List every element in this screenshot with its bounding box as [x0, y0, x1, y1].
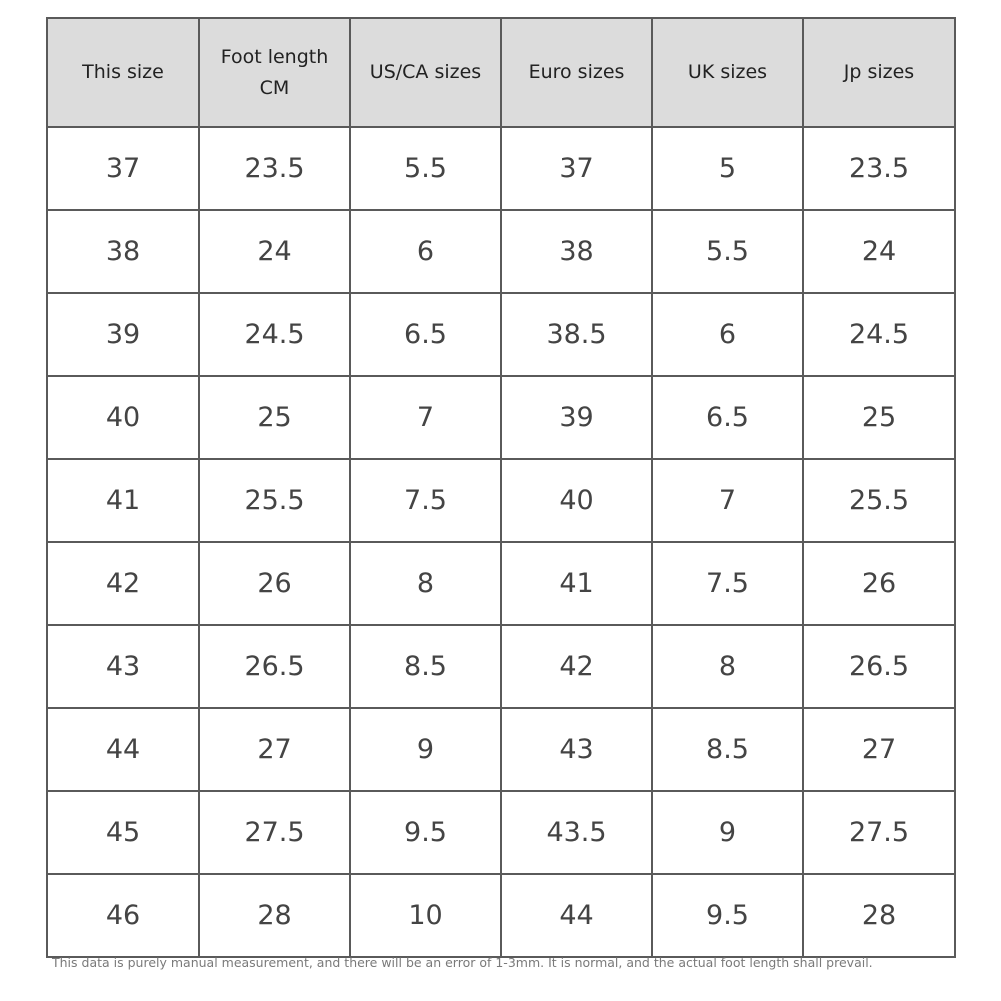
table-cell: 42 [47, 542, 199, 625]
table-cell: 10 [350, 874, 501, 957]
table-cell: 25 [199, 376, 350, 459]
table-cell: 24.5 [199, 293, 350, 376]
column-header: Foot length CM [199, 18, 350, 127]
column-header: Euro sizes [501, 18, 652, 127]
table-cell: 26 [803, 542, 955, 625]
table-cell: 38 [47, 210, 199, 293]
table-cell: 44 [47, 708, 199, 791]
table-cell: 40 [47, 376, 199, 459]
table-cell: 9 [350, 708, 501, 791]
column-header: US/CA sizes [350, 18, 501, 127]
table-cell: 26 [199, 542, 350, 625]
table-cell: 8.5 [350, 625, 501, 708]
table-cell: 25 [803, 376, 955, 459]
table-cell: 24 [199, 210, 350, 293]
table-cell: 42 [501, 625, 652, 708]
table-cell: 37 [501, 127, 652, 210]
table-cell: 7.5 [350, 459, 501, 542]
table-row [47, 874, 955, 957]
table-cell: 27 [803, 708, 955, 791]
table-cell: 46 [47, 874, 199, 957]
table-cell: 6.5 [652, 376, 803, 459]
table-cell: 8 [350, 542, 501, 625]
table-cell: 27 [199, 708, 350, 791]
table-cell: 8.5 [652, 708, 803, 791]
table-cell: 45 [47, 791, 199, 874]
table-cell: 24.5 [803, 293, 955, 376]
table-cell: 7 [652, 459, 803, 542]
table-row [47, 293, 955, 376]
header-row [47, 18, 955, 127]
table-row [47, 376, 955, 459]
table-cell: 23.5 [803, 127, 955, 210]
table-cell: 5.5 [350, 127, 501, 210]
table-cell: 38.5 [501, 293, 652, 376]
table-cell: 9.5 [350, 791, 501, 874]
table-cell: 8 [652, 625, 803, 708]
table-cell: 43 [47, 625, 199, 708]
table-cell: 6.5 [350, 293, 501, 376]
table-cell: 38 [501, 210, 652, 293]
table-row [47, 708, 955, 791]
table-cell: 6 [652, 293, 803, 376]
table-cell: 39 [501, 376, 652, 459]
table-cell: 5.5 [652, 210, 803, 293]
table-cell: 6 [350, 210, 501, 293]
column-header: UK sizes [652, 18, 803, 127]
table-cell: 9.5 [652, 874, 803, 957]
table-header [47, 18, 955, 127]
table-cell: 28 [199, 874, 350, 957]
table-cell: 27.5 [199, 791, 350, 874]
size-chart-table [46, 17, 956, 958]
table-cell: 43.5 [501, 791, 652, 874]
table-cell: 24 [803, 210, 955, 293]
table-cell: 43 [501, 708, 652, 791]
table-cell: 23.5 [199, 127, 350, 210]
footnote: This data is purely manual measurement, and there will be an error of 1-3mm. It is normal, and the actual foot length shall prevail. [52, 955, 873, 970]
table-cell: 5 [652, 127, 803, 210]
table-body [47, 127, 955, 957]
table-row [47, 791, 955, 874]
column-header: This size [47, 18, 199, 127]
table-cell: 44 [501, 874, 652, 957]
table-cell: 41 [501, 542, 652, 625]
table-cell: 7 [350, 376, 501, 459]
table-cell: 39 [47, 293, 199, 376]
table-cell: 7.5 [652, 542, 803, 625]
table-row [47, 459, 955, 542]
table-cell: 41 [47, 459, 199, 542]
table-row [47, 542, 955, 625]
column-header: Jp sizes [803, 18, 955, 127]
table-cell: 9 [652, 791, 803, 874]
table-cell: 28 [803, 874, 955, 957]
table-cell: 25.5 [199, 459, 350, 542]
table-row [47, 127, 955, 210]
table-row [47, 210, 955, 293]
table-cell: 27.5 [803, 791, 955, 874]
table-cell: 25.5 [803, 459, 955, 542]
table-row [47, 625, 955, 708]
table-cell: 26.5 [803, 625, 955, 708]
table-cell: 40 [501, 459, 652, 542]
table-cell: 37 [47, 127, 199, 210]
table-cell: 26.5 [199, 625, 350, 708]
